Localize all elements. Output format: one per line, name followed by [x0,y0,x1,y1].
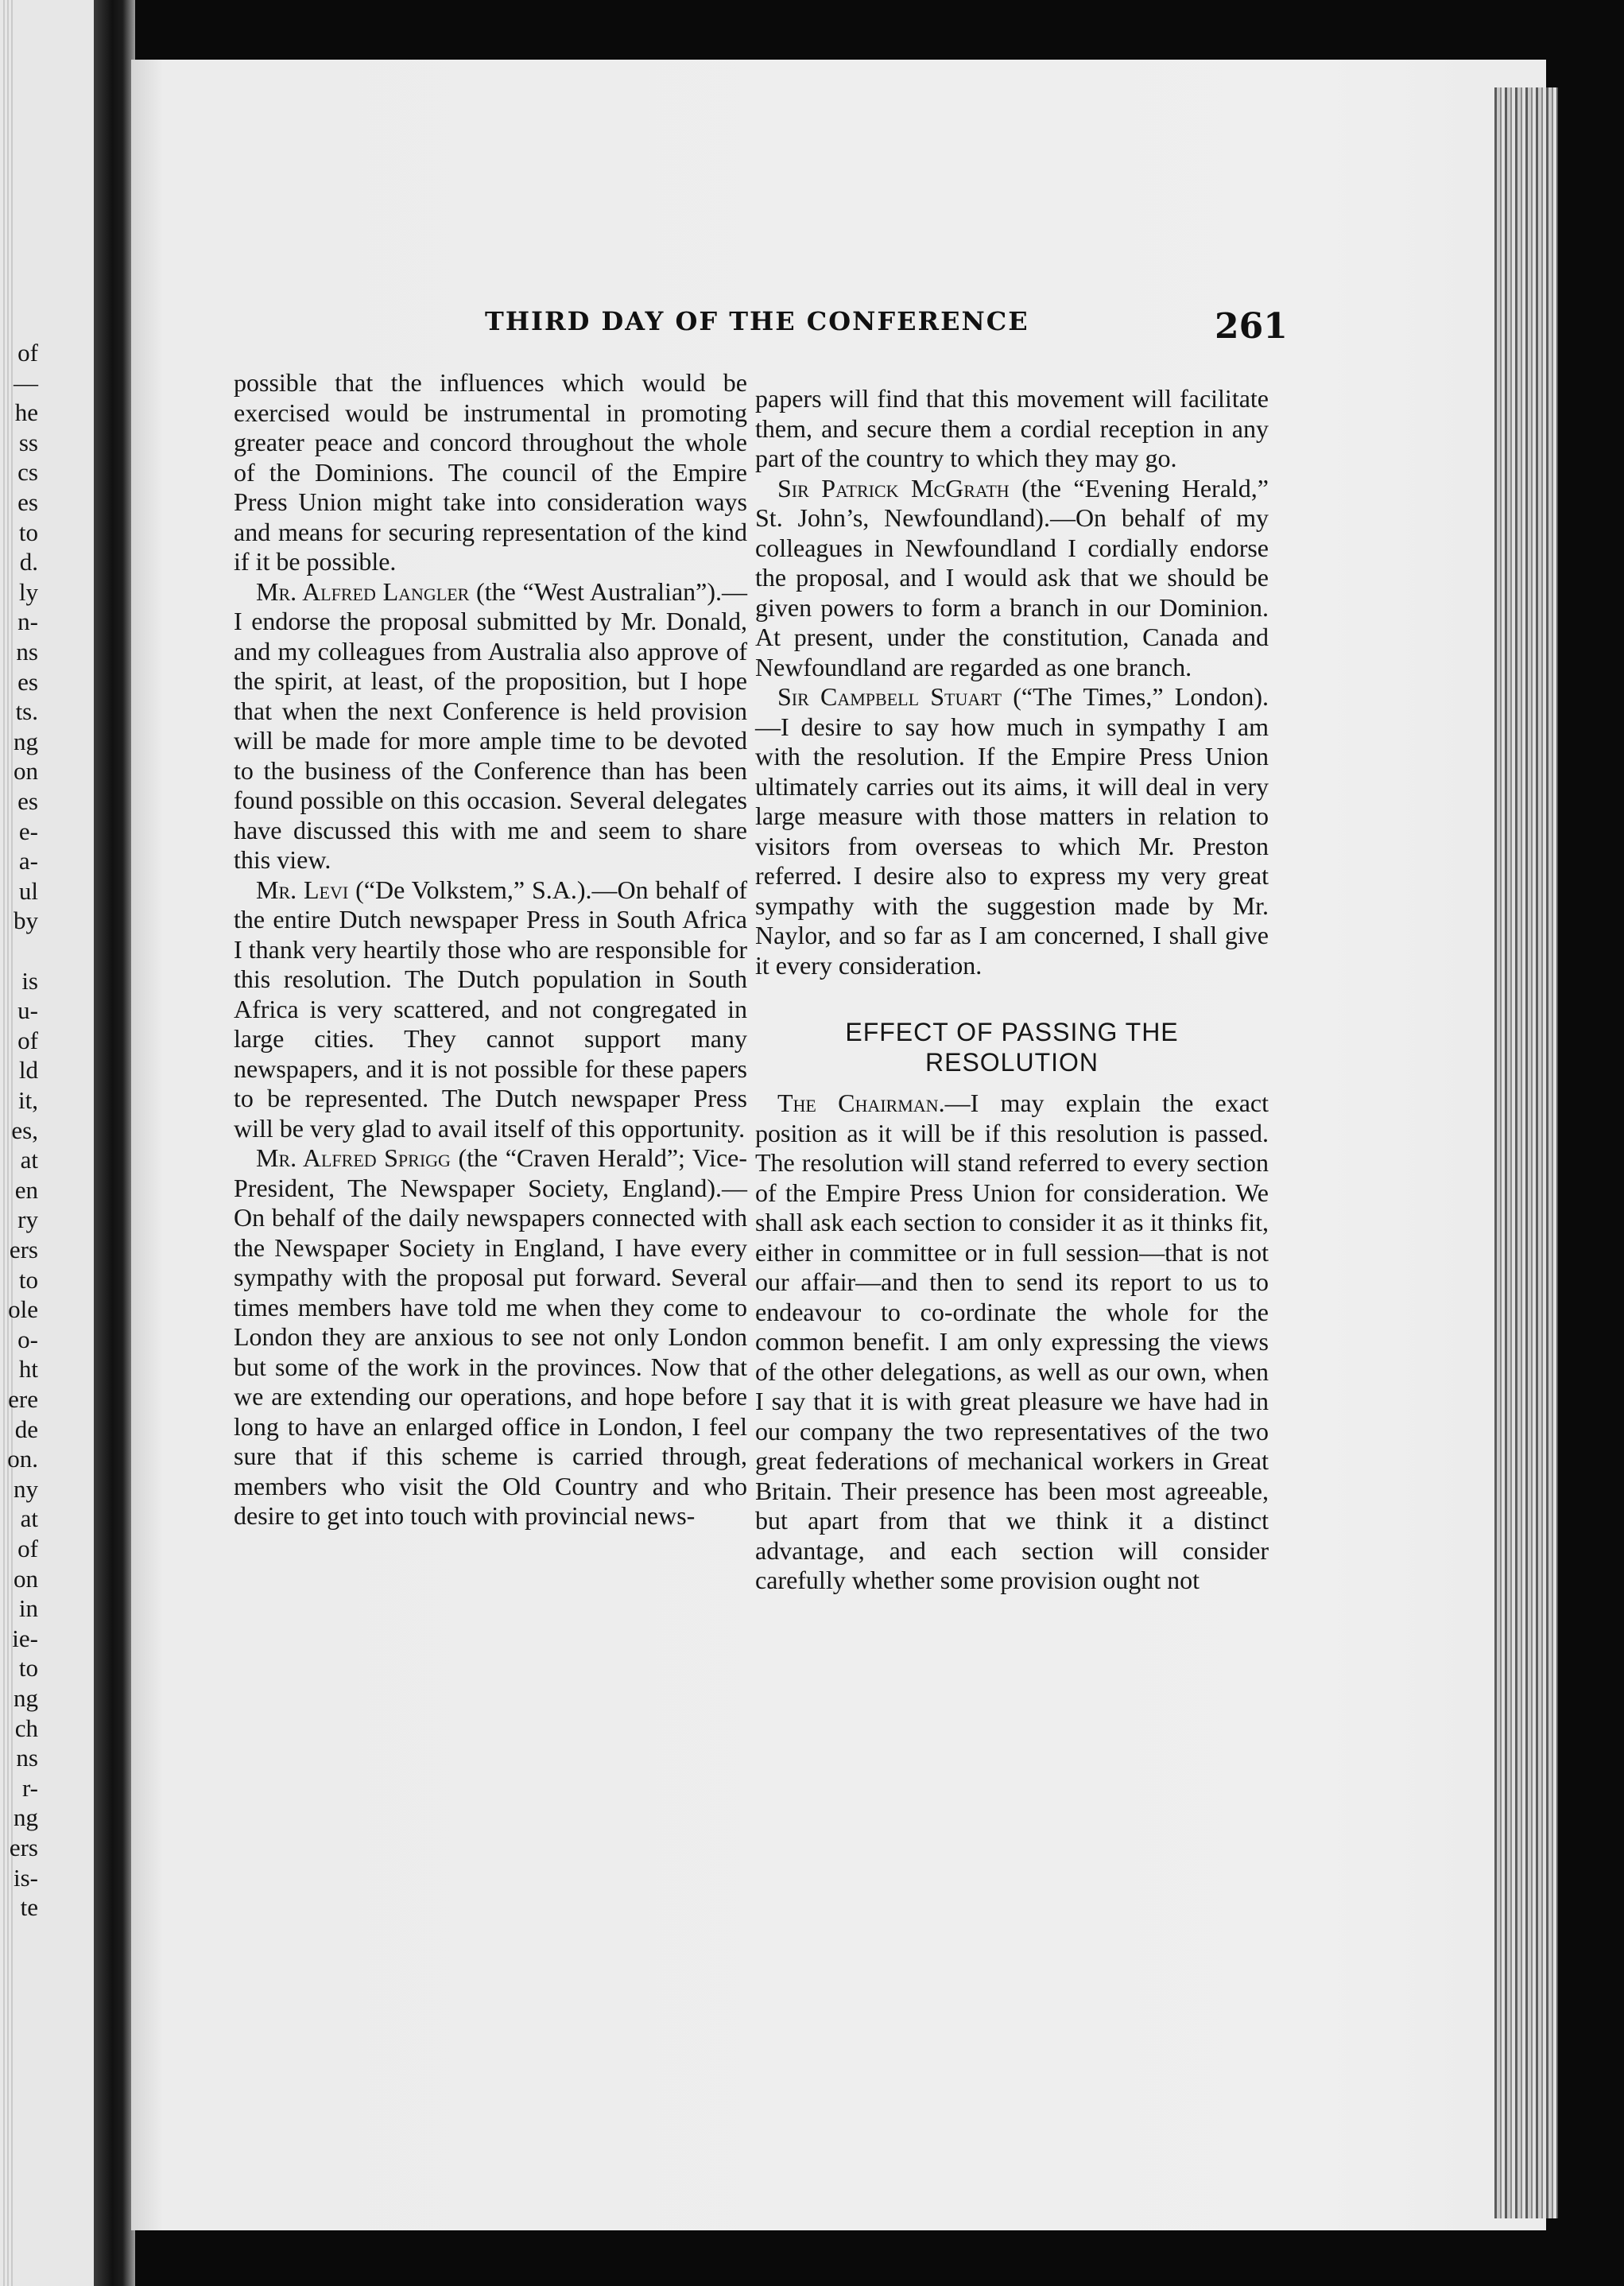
facing-page-fragment: to [18,1265,38,1294]
section-heading [755,1017,1269,1077]
facing-page-fragment: a- [18,847,38,875]
facing-page-fragment: ole [8,1295,38,1324]
facing-page-fragment: ie- [12,1624,38,1652]
facing-page-fragment: is- [14,1863,38,1892]
facing-page-fragment: cs [17,458,38,487]
facing-page-fragment: in [18,1594,38,1623]
speaker-name: Sir Patrick McGrath [777,473,1010,503]
facing-page-fragment: — [14,368,38,397]
facing-page-fragment: ere [8,1385,38,1413]
paragraph [234,577,747,875]
facing-page-fragment: of [17,1026,38,1054]
facing-page-fragment: ry [17,1205,38,1234]
facing-page-fragment: de [14,1415,38,1443]
facing-page-fragment: ng [14,727,38,755]
facing-page-fragment: ny [14,1474,38,1503]
facing-page-fragment: by [14,906,38,935]
facing-page-fragment: ts. [15,697,38,726]
page-edges [1494,87,1558,2218]
facing-page-fragment: of [17,339,38,367]
heading-line: RESOLUTION [924,1048,1099,1077]
facing-page-fragment: e- [18,817,38,845]
paragraph [234,875,747,1144]
paragraph-text: (“De Volkstem,” S.A.).—On behalf of the entire Dutch newspaper Press in South Africa I thank very heartily those who are responsible for this resolution. The Dutch population in South Africa is very scattered, and not congregated in large cities. They cannot support many newspapers, and it is not possible for these papers to be represented. The Dutch newspaper Press will be very glad to avail itself of this opportunity. [234,875,748,1143]
paragraph-text: possible that the influences which would be exercised would be instrumental in promoting greater peace and concord throughout the whole of the Dominions. The council of the Empire Press Union might take into consideration ways and means for securing representation of the kind if it be possible. [234,368,747,576]
facing-page-fragment: at [20,1504,38,1533]
facing-page-fragment: on [14,757,38,786]
right-column [755,384,1269,1596]
facing-page-fragment: es [17,667,38,696]
facing-page-fragment: ht [18,1355,38,1384]
facing-page-fragment: ns [16,1744,38,1772]
paragraph [755,384,1269,474]
facing-page-fragment: es, [11,1116,38,1144]
speaker-name: Mr. Alfred Sprigg [256,1143,451,1172]
facing-page-fragment: u- [17,996,38,1025]
facing-page-fragment: on [14,1564,38,1593]
facing-page-fragment: te [20,1893,38,1922]
paragraph [755,1089,1269,1596]
running-title: THIRD DAY OF THE CONFERENCE [485,306,1029,336]
paragraph [234,1143,747,1531]
facing-page-fragment: es [17,488,38,516]
facing-page-fragment: ers [9,1834,38,1861]
facing-page-fragment: n- [17,607,38,636]
facing-page-fragment: at [20,1146,38,1174]
facing-page-fragment: it, [18,1086,38,1114]
book-gutter [94,0,135,2286]
facing-page-fragment: en [14,1175,38,1204]
facing-page-fragment: to [18,1654,38,1682]
paragraph [755,474,1269,683]
facing-page-fragment: ly [18,577,38,606]
paragraph-text: (the “West Australian”).—I endorse the proposal submitted by Mr. Donald, and my colleagues from Australia also approve of the spirit, at least, of the proposition, but I hope that when the next Conference is held provision will be made for more ample time to be devoted to the business of the Conference than has been found possible on this occasion. Several delegates have discussed this with me and seem to share this view. [234,576,748,874]
paragraph-text: papers will find that this movement will facilitate them, and secure them a cordial reception in any part of the country to which they may go. [755,384,1269,472]
facing-page-fragment: o- [17,1325,38,1353]
paragraph-text: (the “Evening Herald,” St. John’s, Newfoundland).—On behalf of my colleagues in Newfoundland I cordially endorse the proposal, and I would ask that we should be given powers to form a branch in our Dominion. At present, under the constitution, Canada and Newfoundland are regarded as one branch. [755,473,1269,681]
facing-page-fragment: he [14,398,38,427]
facing-page-fragment: ers [9,1236,38,1263]
speaker-name: The Chairman [777,1089,939,1117]
facing-page-fragment: is [21,966,38,995]
heading-line: EFFECT OF PASSING THE [845,1018,1179,1046]
paragraph-text: (the “Craven Herald”; Vice-President, The Newspaper Society, England).—On behalf of the daily newspapers connected with the Newspaper Society in England, I have every sympathy with the proposal put forward. Several times members have told me when they come to London they are anxious to see not only London but some of the work in the provinces. Now that we are extending our operations, and hope before long to have an enlarged office in London, I feel sure that if this scheme is carried through, members who visit the Old Country and who desire to get into touch with provincial news- [234,1143,748,1530]
paragraph-text: .—I may explain the exact position as it will be if this resolution is passed. The resolution will stand referred to every section of the Empire Press Union for consideration. We shall ask each section to consider it as it thinks fit, either in committee or in full session—that is not our affair—and then to send its report to us to endeavour to co-ordinate the whole for the common benefit. I am only expressing the views of the other delegations, as well as our own, when I say that it is with great pleasure we have had in our company the two representatives of the two great federations of mechanical workers in Great Britain. Their presence has been most agreeable, but apart from that we think it a distinct advantage, and each section will consider carefully whether some provision ought not [755,1089,1269,1594]
speaker-name: Mr. Levi [256,875,349,904]
facing-page-fragment: d. [19,548,38,576]
facing-page-fragment: ch [14,1714,38,1742]
facing-page-fragment: ul [18,876,38,905]
facing-page-fragment: to [18,518,38,546]
speaker-name: Mr. Alfred Langler [256,576,470,606]
speaker-name: Sir Campbell Stuart [777,682,1002,711]
paragraph [234,368,747,577]
left-column [234,368,747,1531]
facing-page-fragment: ns [16,638,38,666]
facing-page-fragment: of [17,1535,38,1562]
facing-page-fragment: ld [18,1056,38,1085]
facing-page-fragment: ss [18,428,38,456]
facing-page-fragment: ng [14,1803,38,1832]
paragraph-text: (“The Times,” London).—I desire to say how much in sympathy I am with the resolution. If the Empire Press Union ultimately carries out its aims, it will deal in very large measure with those matters in relation to visitors from overseas to which Mr. Preston referred. I desire also to express my very great sympathy with the suggestion made by Mr. Naylor, and so far as I am concerned, I shall give it every consideration. [755,682,1269,980]
facing-page-fragment: ng [14,1684,38,1712]
facing-page-fragment: r- [21,1773,38,1802]
paragraph [755,682,1269,980]
facing-page-fragment: on. [7,1445,38,1473]
page-number: 261 [1215,306,1288,347]
facing-page-fragment: es [17,787,38,815]
